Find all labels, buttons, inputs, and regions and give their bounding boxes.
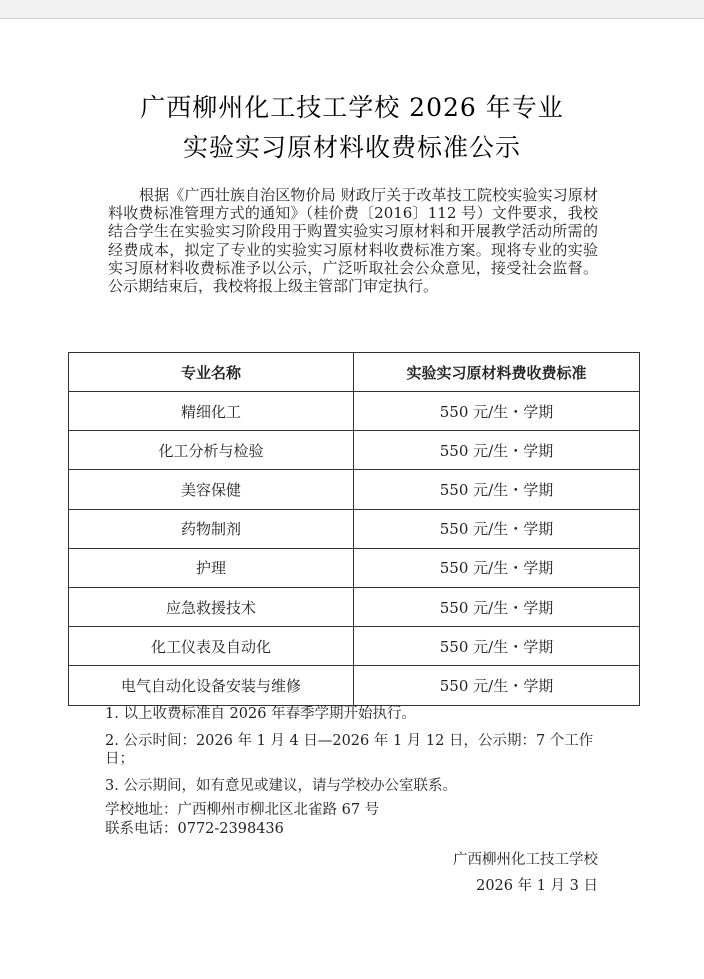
- major-name-cell: 美容保健: [69, 470, 354, 509]
- header-major-name: 专业名称: [69, 353, 354, 392]
- fee-cell: 550 元/生・学期: [354, 548, 640, 587]
- fee-cell: 550 元/生・学期: [354, 392, 640, 431]
- major-name-cell: 护理: [69, 548, 354, 587]
- major-name-cell: 应急救援技术: [69, 587, 354, 626]
- fee-cell: 550 元/生・学期: [354, 666, 640, 705]
- note-item-2: 2. 公示时间：2026 年 1 月 4 日—2026 年 1 月 12 日，公示期：7 个工作日；: [105, 733, 594, 767]
- table-row: [69, 627, 640, 666]
- fee-cell: 550 元/生・学期: [354, 627, 640, 666]
- major-name-cell: 药物制剂: [69, 509, 354, 548]
- fee-cell: 550 元/生・学期: [354, 470, 640, 509]
- contact-phone: 联系电话：0772-2398436: [105, 820, 284, 837]
- table-row: [69, 431, 640, 470]
- fee-cell: 550 元/生・学期: [354, 431, 640, 470]
- table-row: [69, 587, 640, 626]
- table-row: [69, 392, 640, 431]
- major-name-cell: 化工仪表及自动化: [69, 627, 354, 666]
- header-fee-standard: 实验实习原材料费收费标准: [354, 353, 640, 392]
- school-address: 学校地址：广西柳州市柳北区北雀路 67 号: [105, 802, 380, 818]
- major-name-cell: 精细化工: [69, 392, 354, 431]
- table-row: [69, 666, 640, 705]
- table-row: [69, 470, 640, 509]
- fee-table: [68, 352, 640, 706]
- major-name-cell: 电气自动化设备安装与维修: [69, 666, 354, 705]
- signature-date: 2026 年 1 月 3 日: [476, 878, 598, 894]
- document-title-line-1: 广西柳州化工技工学校 2026 年专业: [140, 93, 564, 122]
- note-item-3: 3. 公示期间，如有意见或建议，请与学校办公室联系。: [105, 778, 457, 794]
- signature-organization: 广西柳州化工技工学校: [453, 852, 598, 868]
- fee-cell: 550 元/生・学期: [354, 587, 640, 626]
- intro-paragraph: 根据《广西壮族自治区物价局 财政厅关于改革技工院校实验实习原材料收费标准管理方式的通知》（桂价费〔2016〕112 号）文件要求，我校结合学生在实验实习阶段用于购置实验实习原材料和开展教学活动所需的经费成本，拟定了专业的实验实习原材料收费标准方案。现将专业的实验实习原材料收费标准予以公示，广泛听取社会公众意见，接受社会监督。公示期结束后，我校将报上级主管部门审定执行。: [108, 186, 598, 296]
- viewer-top-bar: [0, 0, 704, 19]
- fee-cell: 550 元/生・学期: [354, 509, 640, 548]
- table-row: [69, 548, 640, 587]
- notes-section: [105, 705, 605, 838]
- document-title-line-2: 实验实习原材料收费标准公示: [182, 133, 521, 162]
- note-item-1: 1. 以上收费标准自 2026 年春季学期开始执行。: [105, 706, 417, 722]
- major-name-cell: 化工分析与检验: [69, 431, 354, 470]
- table-row: [69, 509, 640, 548]
- table-header-row: [69, 353, 640, 392]
